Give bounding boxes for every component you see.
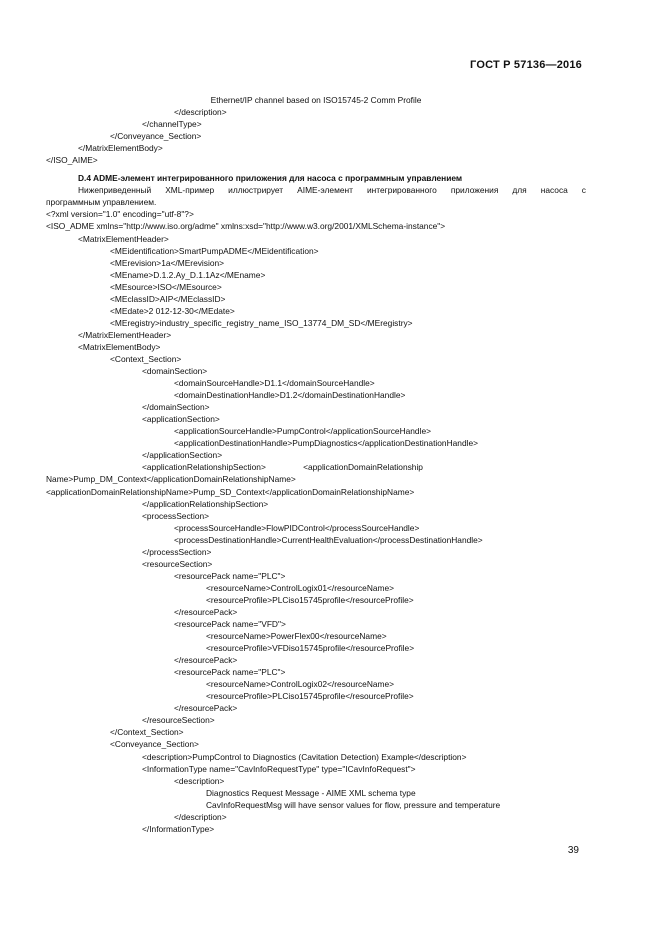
code-line: </description> xyxy=(174,107,227,118)
code-line: <InformationType name="CavInfoRequestType" type="ICavInfoRequest"> xyxy=(142,763,416,774)
document-body xyxy=(46,94,586,835)
code-line: <processSection> xyxy=(142,510,210,521)
code-line: программным управлением. xyxy=(46,197,157,208)
code-line: <MEregistry>industry_specific_registry_name_ISO_13774_DM_SD</MEregistry> xyxy=(110,317,413,328)
code-line: <MEsource>ISO</MEsource> xyxy=(110,281,222,292)
code-line: <MEclassID>AIP</MEclassID> xyxy=(110,293,226,304)
code-line: <resourceName>ControlLogix01</resourceName> xyxy=(206,582,395,593)
page-number: 39 xyxy=(567,845,579,856)
code-line: </resourcePack> xyxy=(174,606,238,617)
code-line: <resourceProfile>VFDiso15745profile</resourceProfile> xyxy=(206,643,415,654)
code-line: <MEname>D.1.2.Ay_D.1.1Az</MEname> xyxy=(110,269,266,280)
code-line: <applicationDomainRelationshipName>Pump_SD_Context</applicationDomainRelationshipName> xyxy=(46,486,415,497)
code-line: <MatrixElementBody> xyxy=(78,341,161,352)
code-line: </Context_Section> xyxy=(110,727,184,738)
code-line: </resourcePack> xyxy=(174,703,238,714)
code-line: </applicationSection> xyxy=(142,450,223,461)
code-line: <resourceName>ControlLogix02</resourceName> xyxy=(206,679,395,690)
code-line: <domainDestinationHandle>D1.2</domainDestinationHandle> xyxy=(174,390,406,401)
code-line: </MatrixElementBody> xyxy=(78,143,163,154)
code-line: <resourceName>PowerFlex00</resourceName> xyxy=(206,631,387,642)
code-line: <resourcePack name="PLC"> xyxy=(174,667,286,678)
code-line: <resourcePack name="PLC"> xyxy=(174,570,286,581)
code-line: </resourceSection> xyxy=(142,715,215,726)
code-line: <description> xyxy=(174,775,225,786)
code-line: </Conveyance_Section> xyxy=(110,131,202,142)
code-line: <resourceSection> xyxy=(142,558,213,569)
code-line: Name>Pump_DM_Context</applicationDomainRelationshipName> xyxy=(46,474,296,485)
code-line: </MatrixElementHeader> xyxy=(78,329,172,340)
code-line: <?xml version="1.0" encoding="utf-8"?> xyxy=(46,209,194,220)
code-line: <applicationSourceHandle>PumpControl</applicationSourceHandle> xyxy=(174,426,432,437)
code-line: <MEidentification>SmartPumpADME</MEidentification> xyxy=(110,245,319,256)
code-line: </processSection> xyxy=(142,546,212,557)
code-line: <processDestinationHandle>CurrentHealthEvaluation</processDestinationHandle> xyxy=(174,534,483,545)
paragraph-line: Нижеприведенный XML-пример иллюстрирует AIME-элемент интегрированного приложения для насоса с xyxy=(78,185,586,196)
code-line: <domainSourceHandle>D1.1</domainSourceHandle> xyxy=(174,378,375,389)
code-line: <domainSection> xyxy=(142,366,208,377)
code-line: <processSourceHandle>FlowPIDControl</processSourceHandle> xyxy=(174,522,420,533)
code-line: <applicationSection> xyxy=(142,414,220,425)
code-line: <applicationRelationshipSection> <applicationDomainRelationship xyxy=(142,462,423,473)
code-line: </description> xyxy=(174,811,227,822)
code-line: Ethernet/IP channel based on ISO15745-2 Comm Profile xyxy=(210,95,422,105)
code-line: </applicationRelationshipSection> xyxy=(142,498,269,509)
code-line: <applicationDestinationHandle>PumpDiagnostics</applicationDestinationHandle> xyxy=(174,438,479,449)
code-line: <MEdate>2 012-12-30</MEdate> xyxy=(110,305,235,316)
code-line: <description>PumpControl to Diagnostics (Cavitation Detection) Example</description> xyxy=(142,751,467,762)
code-line: </resourcePack> xyxy=(174,655,238,666)
code-line: Diagnostics Request Message - AIME XML schema type xyxy=(206,787,416,798)
code-line: <MatrixElementHeader> xyxy=(78,233,169,244)
code-line: <MErevision>1a</MErevision> xyxy=(110,257,225,268)
document-header: ГОСТ Р 57136—2016 xyxy=(470,59,582,71)
code-line: </channelType> xyxy=(142,119,202,130)
code-line: </domainSection> xyxy=(142,402,210,413)
code-line: <Context_Section> xyxy=(110,353,182,364)
code-line: <ISO_ADME xmlns="http://www.iso.org/adme" xmlns:xsd="http://www.w3.org/2001/XMLSchema-instance"> xyxy=(46,221,446,232)
code-line: <Conveyance_Section> xyxy=(110,739,199,750)
section-heading: D.4 ADME-элемент интегрированного приложения для насоса с программным управлением xyxy=(78,173,463,184)
code-line: </InformationType> xyxy=(142,823,215,834)
code-line: CavInfoRequestMsg will have sensor values for flow, pressure and temperature xyxy=(206,799,501,810)
code-line: <resourceProfile>PLCiso15745profile</resourceProfile> xyxy=(206,691,414,702)
code-line: </ISO_AIME> xyxy=(46,155,98,166)
code-line: <resourcePack name="VFD"> xyxy=(174,619,286,630)
code-line: <resourceProfile>PLCiso15745profile</resourceProfile> xyxy=(206,594,414,605)
